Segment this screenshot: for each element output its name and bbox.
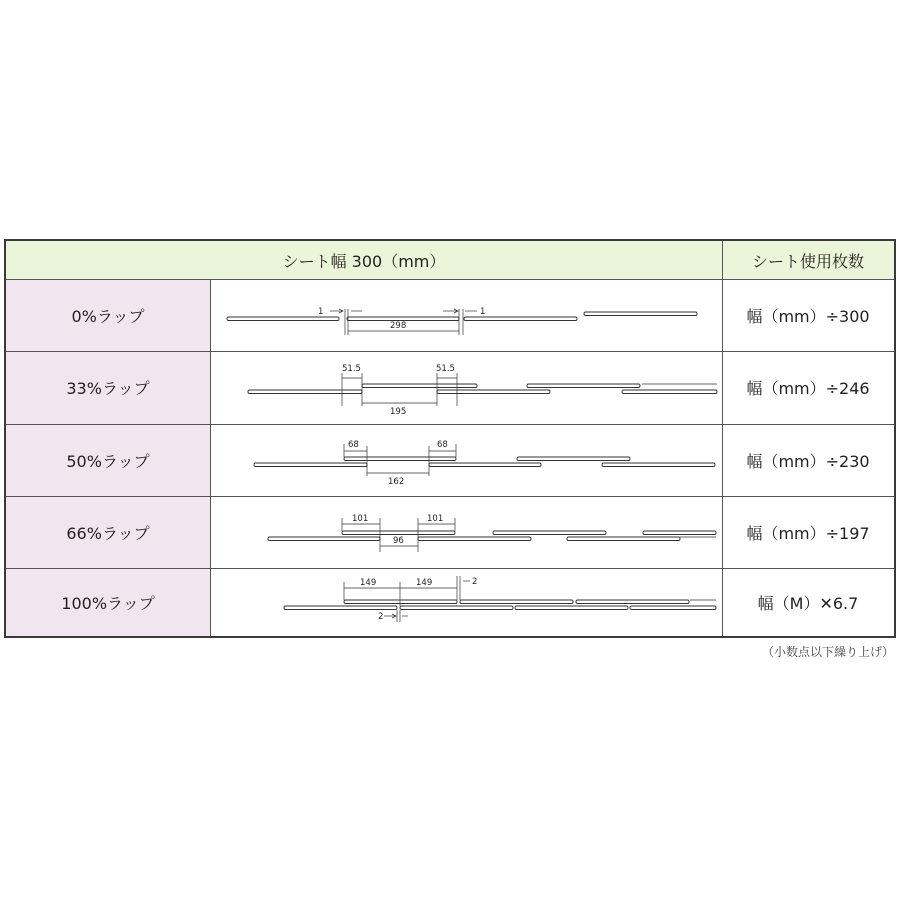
row-label-0-text: 0%ラップ <box>71 306 145 326</box>
dim-33-right: 51.5 <box>436 364 455 374</box>
row-label-4-text: 100%ラップ <box>61 593 155 613</box>
divider-label-col <box>210 279 211 636</box>
divider-formula-col <box>722 241 723 636</box>
row-formula-0-text: 幅（mm）÷300 <box>746 306 870 326</box>
row-label-1 <box>6 351 210 424</box>
row-formula-1 <box>722 351 894 424</box>
row-formula-1-text: 幅（mm）÷246 <box>746 379 870 398</box>
dim-33-center: 195 <box>390 407 407 417</box>
divider-header <box>6 279 894 280</box>
diagram-0-lap <box>212 279 724 350</box>
dim-66-right: 101 <box>427 514 444 524</box>
row-label-3-text: 66%ラップ <box>66 523 150 543</box>
dim-66-left: 101 <box>352 514 369 524</box>
row-label-1-text: 33%ラップ <box>66 379 150 398</box>
row-label-4 <box>6 568 210 636</box>
dim-33-left: 51.5 <box>342 364 361 374</box>
row-formula-2 <box>722 424 894 496</box>
dim-66-center: 96 <box>393 536 404 546</box>
row-formula-3 <box>722 496 894 568</box>
diagram-100-lap <box>212 568 724 639</box>
lap-table <box>4 239 896 638</box>
dim-0-gap-left: 1 <box>318 307 324 317</box>
row-formula-0 <box>722 279 894 351</box>
dim-100-left: 149 <box>360 578 377 588</box>
dim-50-center: 162 <box>388 477 405 487</box>
row-label-2-text: 50%ラップ <box>66 451 150 471</box>
divider-row-2 <box>6 424 894 425</box>
diagram-33-lap <box>212 351 724 422</box>
divider-row-3 <box>6 496 894 497</box>
dim-100-gap-top: 2 <box>472 577 478 587</box>
dim-100-gap-bottom: 2 <box>378 612 384 622</box>
diagram-50-lap <box>212 424 724 495</box>
row-formula-4 <box>722 568 894 636</box>
diagram-66-lap <box>212 496 724 567</box>
row-label-0 <box>6 279 210 351</box>
dim-0-gap-right: 1 <box>480 307 486 317</box>
row-formula-2-text: 幅（mm）÷230 <box>746 451 870 471</box>
rounding-note: （小数点以下繰り上げ） <box>761 645 894 659</box>
row-formula-4-text: 幅（M）✕6.7 <box>757 593 859 613</box>
header-sheet-width-text: シート幅 300（mm） <box>282 251 446 271</box>
dim-100-right: 149 <box>416 578 433 588</box>
row-label-2 <box>6 424 210 496</box>
dim-50-right: 68 <box>437 440 448 450</box>
row-label-3 <box>6 496 210 568</box>
divider-row-4 <box>6 568 894 569</box>
row-formula-3-text: 幅（mm）÷197 <box>746 523 870 543</box>
dim-0-center: 298 <box>390 321 407 331</box>
dim-50-left: 68 <box>348 440 359 450</box>
header-usage <box>722 241 894 279</box>
header-sheet-width <box>6 241 722 279</box>
divider-row-1 <box>6 351 894 352</box>
header-usage-text: シート使用枚数 <box>751 251 864 271</box>
